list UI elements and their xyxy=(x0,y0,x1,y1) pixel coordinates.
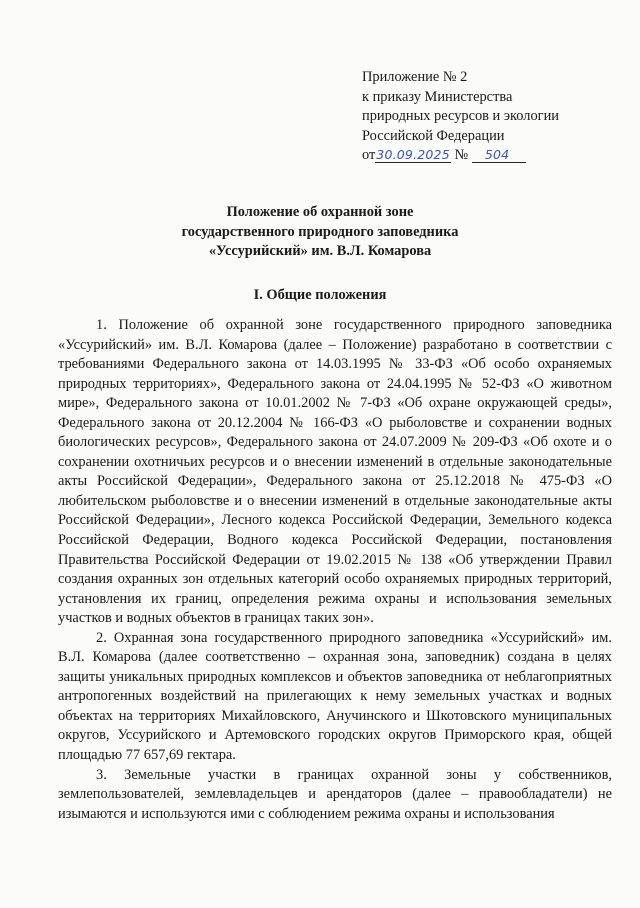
title-line-2: государственного природного заповедника xyxy=(181,223,459,240)
paragraph-1: 1. Положение об охранной зоне государственного природного заповедника «Уссурийский» им. В.Л. Комарова (далее – Положение) разработано в соответствии с требованиями Федерального закона от 14.03.1995 № 33-ФЗ «Об особо охраняемых природных территориях», Федерального закона от 24.04.1995 № 52-ФЗ «О животном мире», Федерального закона от 10.01.2002 № 7-ФЗ «Об охране окружающей среды», Федерального закона от 20.12.2004 № 166-ФЗ «О рыболовстве и сохранении водных биологических ресурсов», Федерального закона от 24.07.2009 № 209-ФЗ «Об охоте и о сохранении охотничьих ресурсов и о внесении изменений в отдельные законодательные акты Российской Федерации», Федерального закона от 25.12.2018 № 475-ФЗ «О любительском рыболовстве и о внесении изменений в отдельные законодательные акты Российской Федерации», Лесного кодекса Российской Федерации, Земельного кодекса Российской Федерации, Водного кодекса Российской Федерации, постановления Правительства Российской Федерации от 19.02.2015 № 138 «Об утверждении Правил создания охранных зон отдельных категорий особо охраняемых природных территорий, установления их границ, определения режима охраны и использования земельных участков и водных объектов в границах таких зон». xyxy=(58,317,612,627)
paragraph-2: 2. Охранная зона государственного природного заповедника «Уссурийский» им. В.Л. Комарова (далее соответственно – охранная зона, заповедник) создана в целях защиты уникальных природных комплексов и объектов заповедника от неблагоприятных антропогенных воздействий на прилегающих к нему земельных участках и водных объектах на территориях Михайловского, Анучинского и Шкотовского муниципальных округов, Уссурийского и Артемовского городских округов Приморского края, общей площадью 77 657,69 гектара. xyxy=(58,629,612,764)
order-date-number-line xyxy=(362,146,559,166)
section-heading: I. Общие положения xyxy=(253,287,387,303)
paragraph-3: 3. Земельные участки в границах охранной зоны у собственников, землепользователей, землевладельцев и арендаторов (далее – правообладатели) не изымаются и используются ими с соблюдением режима охраны и использования xyxy=(58,766,612,822)
handwritten-date: 30.09.2025 xyxy=(376,147,450,162)
date-underline xyxy=(375,148,451,163)
number-sign: № xyxy=(454,147,469,163)
appendix-line-1: Приложение № 2 xyxy=(362,69,468,85)
handwritten-number: 504 xyxy=(484,147,510,162)
title-line-1: Положение об охранной зоне xyxy=(226,204,414,220)
appendix-line-3: природных ресурсов и экологии xyxy=(362,108,559,124)
document-title xyxy=(0,203,640,262)
from-prefix: от xyxy=(362,147,376,163)
appendix-block xyxy=(362,68,559,166)
appendix-line-4: Российской Федерации xyxy=(362,127,505,144)
number-underline xyxy=(472,148,526,163)
appendix-line-2: к приказу Министерства xyxy=(362,88,513,105)
document-body xyxy=(58,316,612,824)
title-line-3: «Уссурийский» им. В.Л. Комарова xyxy=(208,243,432,259)
